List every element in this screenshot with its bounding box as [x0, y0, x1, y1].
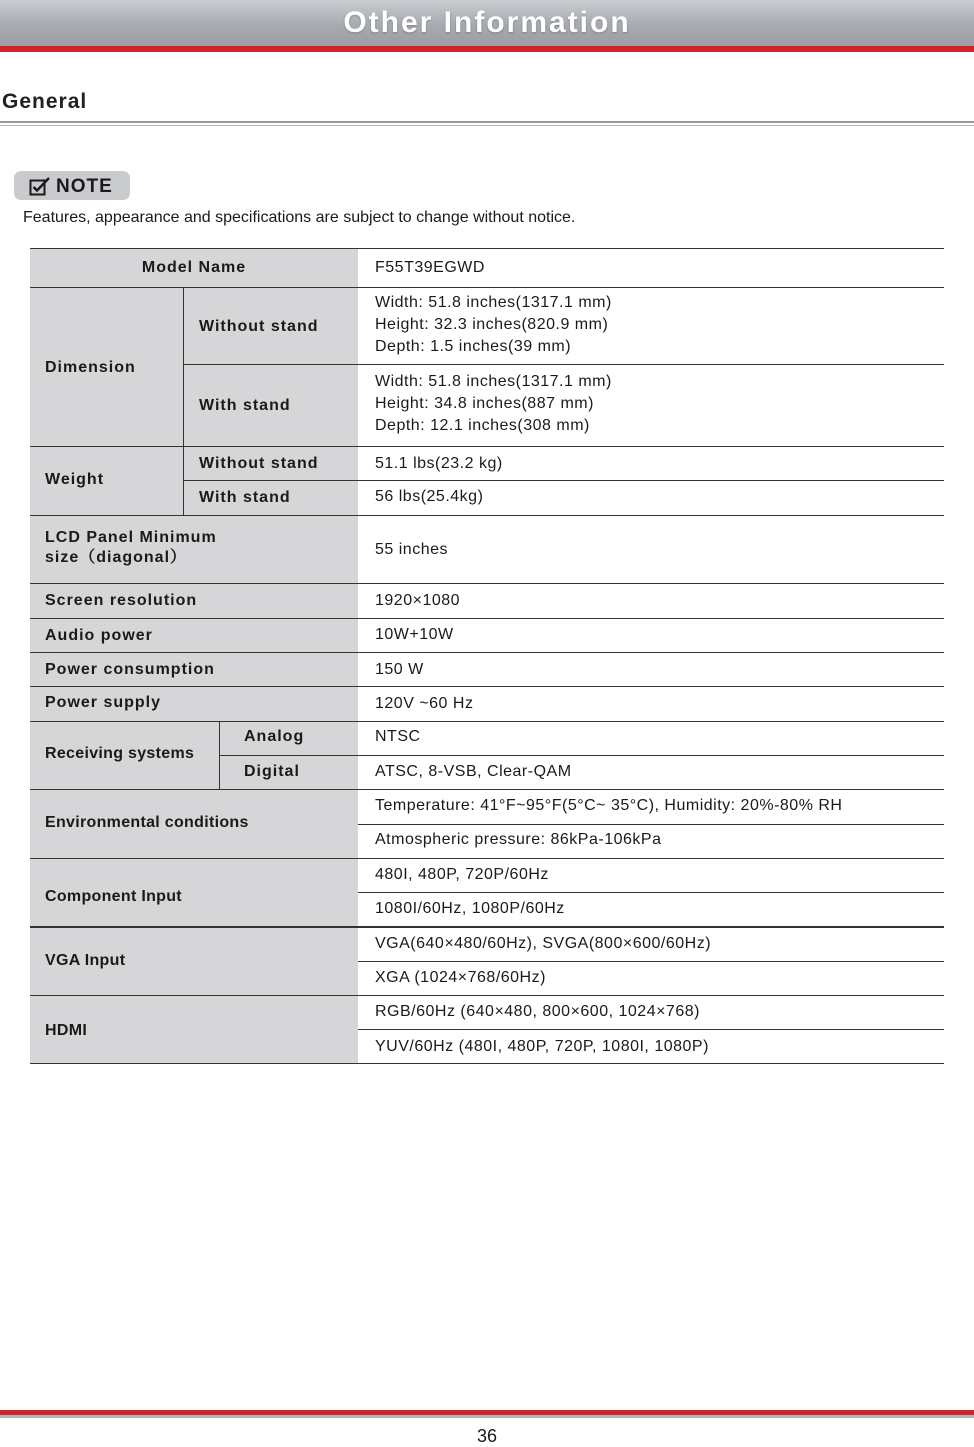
table-line [358, 961, 944, 962]
table-line [30, 1063, 944, 1064]
power-consumption-value: 150 W [375, 661, 424, 678]
environmental-label: Environmental conditions [45, 814, 249, 831]
table-line [219, 755, 944, 756]
weight-with-stand-label: With stand [199, 489, 291, 506]
table-line [30, 686, 944, 687]
component-input-line2: 1080I/60Hz, 1080P/60Hz [375, 900, 565, 917]
dimension-with-stand-height: Height: 34.8 inches(887 mm) [375, 395, 594, 412]
model-name-label: Model Name [141, 259, 247, 276]
table-line [184, 480, 944, 481]
checkbox-pencil-icon [29, 176, 51, 196]
note-badge [14, 171, 130, 200]
vga-input-line1: VGA(640×480/60Hz), SVGA(800×600/60Hz) [375, 935, 712, 952]
table-line [184, 364, 944, 365]
table-line [30, 721, 944, 722]
power-supply-label: Power supply [45, 694, 162, 711]
vga-input-line2: XGA (1024×768/60Hz) [375, 969, 546, 986]
header-accent-stripe [0, 46, 974, 52]
table-line [30, 789, 944, 790]
receiving-analog-value: NTSC [375, 728, 421, 745]
dimension-with-stand-depth: Depth: 12.1 inches(308 mm) [375, 417, 590, 434]
lcd-panel-label-line2: size（diagonal） [45, 549, 188, 566]
receiving-systems-label: Receiving systems [45, 745, 195, 762]
table-line [30, 652, 944, 653]
hdmi-line2: YUV/60Hz (480I, 480P, 720P, 1080I, 1080P) [375, 1038, 709, 1055]
component-input-label: Component Input [45, 888, 182, 905]
table-line [30, 446, 944, 447]
power-supply-value: 120V ~60 Hz [375, 695, 474, 712]
page-title: Other Information [343, 6, 631, 39]
power-consumption-label: Power consumption [45, 661, 215, 678]
dimension-without-stand-width: Width: 51.8 inches(1317.1 mm) [375, 294, 612, 311]
weight-with-stand-value: 56 lbs(25.4kg) [375, 488, 484, 505]
vga-input-label: VGA Input [45, 952, 126, 969]
footer-stripe [0, 1415, 974, 1418]
table-line [358, 824, 944, 825]
table-line [30, 515, 944, 516]
table-line [30, 248, 944, 249]
table-vline [219, 721, 220, 789]
section-title: General [2, 90, 88, 113]
dimension-without-stand-label: Without stand [199, 318, 319, 335]
dimension-with-stand-label: With stand [199, 397, 291, 414]
dimension-label: Dimension [45, 359, 136, 376]
table-line [358, 892, 944, 893]
section-divider-thin [0, 125, 974, 126]
table-line [30, 995, 944, 996]
lcd-panel-value: 55 inches [375, 541, 448, 558]
dimension-with-stand-width: Width: 51.8 inches(1317.1 mm) [375, 373, 612, 390]
table-line [30, 618, 944, 619]
page-number: 36 [476, 1426, 498, 1446]
table-line [30, 926, 944, 928]
weight-without-stand-label: Without stand [199, 455, 319, 472]
lcd-panel-label-line1: LCD Panel Minimum [45, 529, 217, 546]
audio-power-value: 10W+10W [375, 626, 454, 643]
model-name-value: F55T39EGWD [375, 259, 485, 276]
screen-resolution-value: 1920×1080 [375, 592, 461, 609]
table-line [30, 583, 944, 584]
receiving-digital-label: Digital [244, 763, 300, 780]
screen-resolution-label: Screen resolution [45, 592, 198, 609]
table-line [30, 858, 944, 859]
weight-without-stand-value: 51.1 lbs(23.2 kg) [375, 455, 503, 472]
receiving-digital-value: ATSC, 8-VSB, Clear-QAM [375, 763, 572, 780]
environmental-temperature: Temperature: 41°F~95°F(5°C~ 35°C), Humidity: 20%-80% RH [375, 797, 843, 814]
table-vline [183, 287, 184, 516]
audio-power-label: Audio power [45, 627, 153, 644]
section-divider [0, 121, 974, 123]
label-bg-dimension-sub [184, 288, 358, 447]
note-label: NOTE [56, 176, 113, 197]
weight-label: Weight [45, 471, 105, 488]
table-line [30, 287, 944, 288]
environmental-pressure: Atmospheric pressure: 86kPa-106kPa [375, 831, 662, 848]
component-input-line1: 480I, 480P, 720P/60Hz [375, 866, 549, 883]
dimension-without-stand-height: Height: 32.3 inches(820.9 mm) [375, 316, 609, 333]
hdmi-line1: RGB/60Hz (640×480, 800×600, 1024×768) [375, 1003, 700, 1020]
dimension-without-stand-depth: Depth: 1.5 inches(39 mm) [375, 338, 572, 355]
table-line [358, 1029, 944, 1030]
note-text: Features, appearance and specifications are subject to change without notice. [23, 209, 576, 226]
hdmi-label: HDMI [45, 1022, 88, 1039]
receiving-analog-label: Analog [244, 728, 305, 745]
